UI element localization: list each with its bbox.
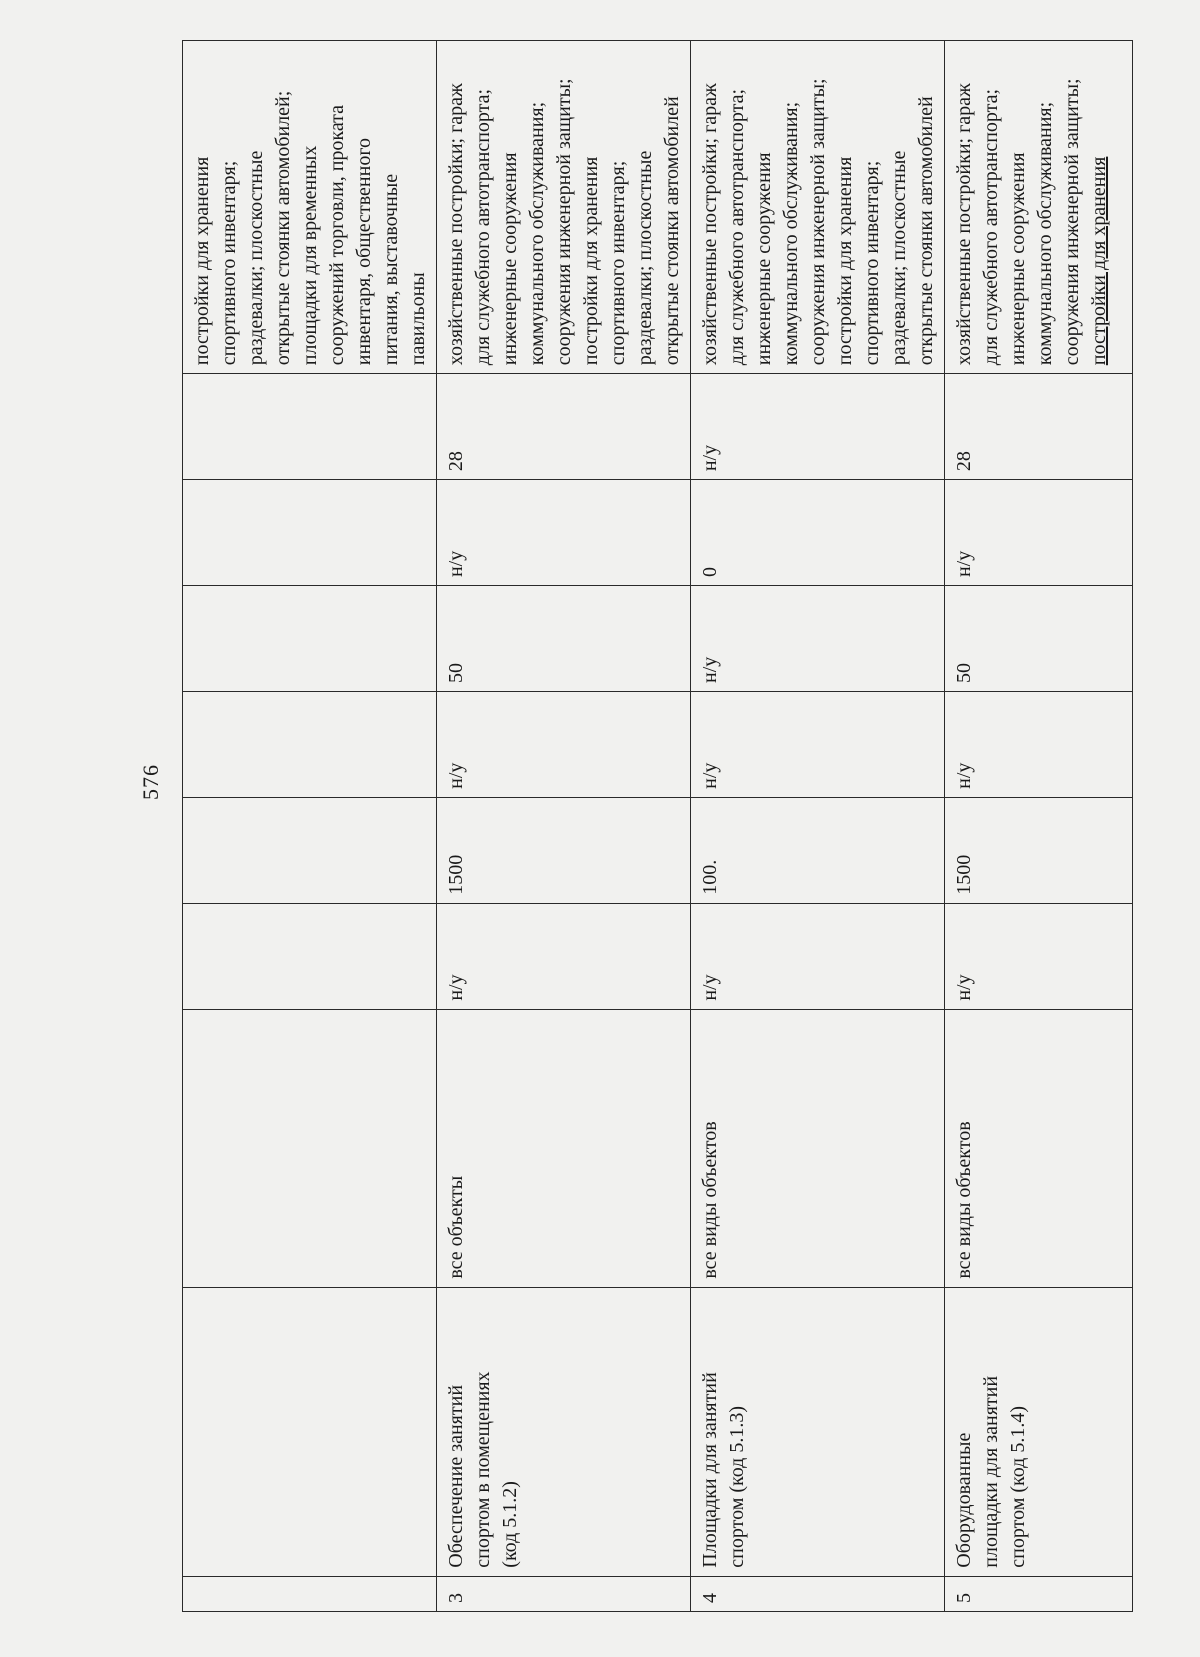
value-cell-2: 1500 <box>945 797 1133 903</box>
aux-line: постройки для хранения <box>834 156 856 366</box>
rotated-page <box>182 40 1110 1612</box>
aux-line: питания, выставочные <box>380 173 402 366</box>
aux-line: хозяйственные постройки; гараж <box>953 83 975 366</box>
aux-line: площадки для временных <box>299 145 321 366</box>
aux-line: постройки для хранения <box>580 156 602 366</box>
use-name-line: Обеспечение занятий <box>445 1384 467 1568</box>
aux-line: открытые стоянки автомобилей <box>661 96 683 366</box>
aux-line: постройки для хранения <box>1088 156 1110 366</box>
aux-line: для служебного автотранспорта; <box>472 88 494 366</box>
table-row <box>691 41 945 1612</box>
use-name-line: спортом (код 5.1.3) <box>726 1406 748 1568</box>
aux-line: сооружения инженерной защиты; <box>553 78 575 366</box>
use-name-cell <box>691 1287 945 1576</box>
row-number-cell: 5 <box>945 1576 1133 1611</box>
aux-line: хозяйственные постройки; гараж <box>699 83 721 366</box>
aux-line: для служебного автотранспорта; <box>980 88 1002 366</box>
value-cell-6: н/у <box>691 374 945 480</box>
use-name-line: Оборудованные <box>953 1432 975 1568</box>
value-cell-4 <box>183 586 437 692</box>
aux-line: открытые стоянки автомобилей <box>915 96 937 366</box>
aux-line: раздевалки; плоскостные <box>634 150 656 366</box>
value-cell-5 <box>183 480 437 586</box>
value-cell-1: н/у <box>691 903 945 1009</box>
object-kind-cell: все объекты <box>437 1009 691 1287</box>
aux-line: инженерные сооружения <box>499 152 521 366</box>
auxiliary-uses-cell <box>437 41 691 374</box>
aux-line: сооружений торговли, проката <box>326 104 348 366</box>
aux-line: спортивного инвентаря; <box>218 160 240 366</box>
land-use-table <box>182 40 1133 1612</box>
value-cell-1: н/у <box>437 903 691 1009</box>
table-row <box>437 41 691 1612</box>
aux-line: спортивного инвентаря; <box>607 160 629 366</box>
value-cell-3: н/у <box>945 691 1133 797</box>
value-cell-3 <box>183 691 437 797</box>
value-cell-4: 50 <box>945 586 1133 692</box>
object-kind-cell <box>183 1009 437 1287</box>
aux-line: постройки для хранения <box>191 156 213 366</box>
auxiliary-uses-cell <box>945 41 1133 374</box>
aux-line: для служебного автотранспорта; <box>726 88 748 366</box>
use-name-cell <box>183 1287 437 1576</box>
value-cell-3: н/у <box>691 691 945 797</box>
row-number-cell: 3 <box>437 1576 691 1611</box>
value-cell-1 <box>183 903 437 1009</box>
value-cell-6: 28 <box>945 374 1133 480</box>
value-cell-2: 100. <box>691 797 945 903</box>
aux-line: инженерные сооружения <box>1007 152 1029 366</box>
aux-line: инвентаря, общественного <box>353 137 375 366</box>
value-cell-2: 1500 <box>437 797 691 903</box>
value-cell-6 <box>183 374 437 480</box>
aux-line: сооружения инженерной защиты; <box>1061 78 1083 366</box>
row-number-cell <box>183 1576 437 1611</box>
row-number-cell: 4 <box>691 1576 945 1611</box>
object-kind-cell: все виды объектов <box>945 1009 1133 1287</box>
value-cell-5: н/у <box>945 480 1133 586</box>
use-name-line: спортом (код 5.1.4) <box>1007 1406 1029 1568</box>
page-number: 576 <box>138 764 163 800</box>
value-cell-4: 50 <box>437 586 691 692</box>
use-name-cell <box>437 1287 691 1576</box>
value-cell-2 <box>183 797 437 903</box>
use-name-line: Площадки для занятий <box>699 1372 721 1568</box>
value-cell-5: н/у <box>437 480 691 586</box>
use-name-line: спортом в помещениях <box>472 1371 494 1568</box>
aux-line: раздевалки; плоскостные <box>245 150 267 366</box>
use-name-cell <box>945 1287 1133 1576</box>
value-cell-1: н/у <box>945 903 1133 1009</box>
aux-line: спортивного инвентаря; <box>861 160 883 366</box>
value-cell-5: 0 <box>691 480 945 586</box>
value-cell-4: н/у <box>691 586 945 692</box>
aux-line: коммунального обслуживания; <box>526 101 548 366</box>
aux-line: раздевалки; плоскостные <box>888 150 910 366</box>
aux-line: хозяйственные постройки; гараж <box>445 83 467 366</box>
auxiliary-uses-cell <box>183 41 437 374</box>
value-cell-3: н/у <box>437 691 691 797</box>
aux-line: коммунального обслуживания; <box>780 101 802 366</box>
aux-line: павильоны <box>407 272 429 366</box>
table-row <box>183 41 437 1612</box>
value-cell-6: 28 <box>437 374 691 480</box>
aux-line: инженерные сооружения <box>753 152 775 366</box>
use-name-line: площадки для занятий <box>980 1375 1002 1568</box>
use-name-line: (код 5.1.2) <box>499 1481 521 1568</box>
aux-line: открытые стоянки автомобилей; <box>272 90 294 366</box>
table-row <box>945 41 1133 1612</box>
aux-line: коммунального обслуживания; <box>1034 101 1056 366</box>
object-kind-cell: все виды объектов <box>691 1009 945 1287</box>
table-body <box>183 41 1133 1612</box>
auxiliary-uses-cell <box>691 41 945 374</box>
aux-line: сооружения инженерной защиты; <box>807 78 829 366</box>
